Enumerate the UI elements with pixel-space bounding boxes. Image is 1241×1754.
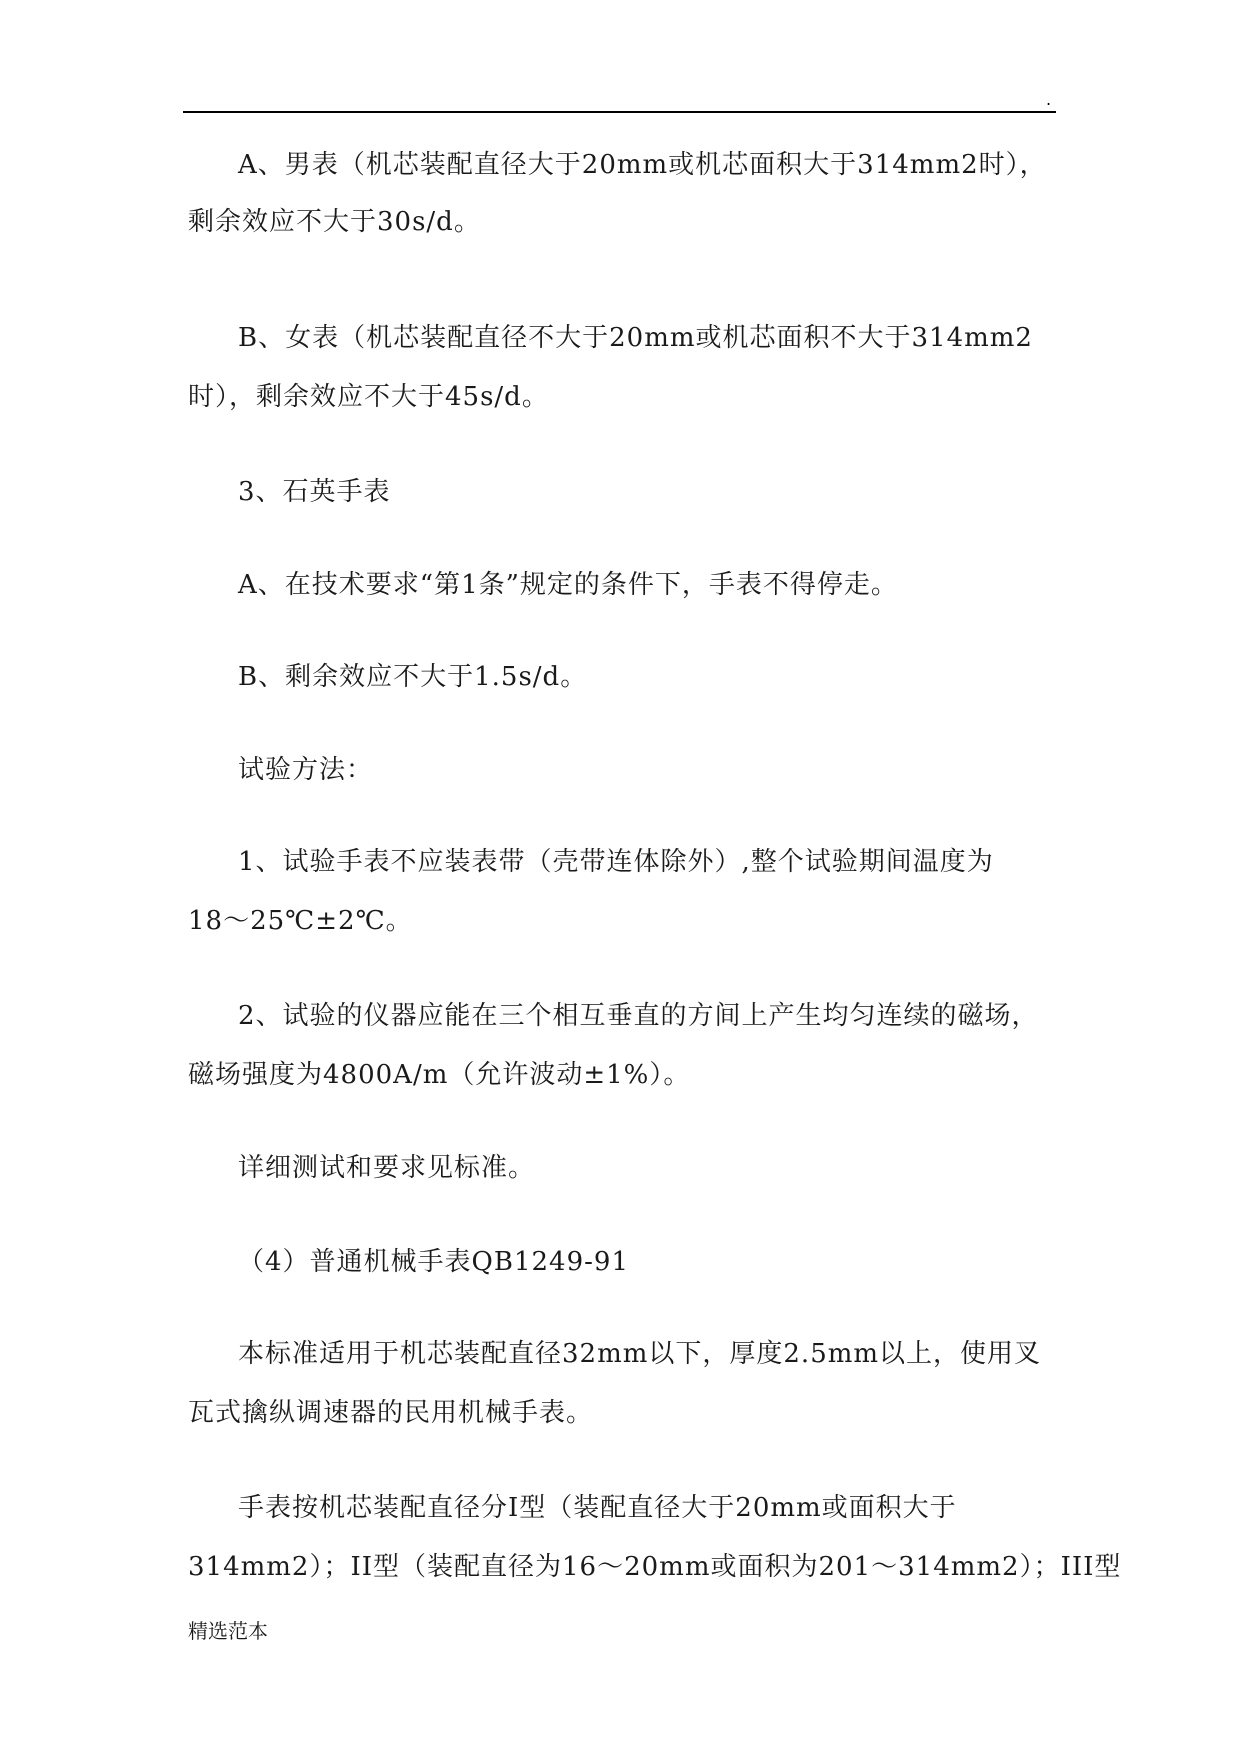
- paragraph-line: 手表按机芯装配直径分I型（装配直径大于20mm或面积大于: [238, 1493, 957, 1523]
- header-rule: [183, 111, 1056, 113]
- paragraph-line: A、在技术要求“第1条”规定的条件下，手表不得停走。: [238, 570, 898, 600]
- paragraph-line: 18～25℃±2℃。: [188, 906, 413, 936]
- paragraph-line: 时），剩余效应不大于45s/d。: [188, 382, 549, 412]
- footer-text: 精选范本: [188, 1619, 268, 1643]
- paragraph-line: 剩余效应不大于30s/d。: [188, 207, 481, 237]
- header-dot: .: [1046, 90, 1052, 109]
- paragraph-line: 1、试验手表不应装表带（壳带连体除外）,整个试验期间温度为: [238, 847, 994, 877]
- paragraph-line: 瓦式擒纵调速器的民用机械手表。: [188, 1398, 594, 1428]
- paragraph-line: 磁场强度为4800A/m（允许波动±1%）。: [188, 1060, 691, 1090]
- paragraph-line: B、女表（机芯装配直径不大于20mm或机芯面积不大于314mm2: [238, 323, 1033, 353]
- paragraph-line: B、剩余效应不大于1.5s/d。: [238, 662, 588, 692]
- paragraph-line: 2、试验的仪器应能在三个相互垂直的方间上产生均匀连续的磁场，: [238, 1001, 1039, 1031]
- section-heading: 试验方法：: [238, 755, 374, 785]
- paragraph-line: A、男表（机芯装配直径大于20mm或机芯面积大于314mm2时），: [238, 150, 1047, 180]
- paragraph-line: 详细测试和要求见标准。: [238, 1153, 536, 1183]
- paragraph-line: 3、石英手表: [238, 477, 391, 507]
- section-heading: （4）普通机械手表QB1249-91: [238, 1247, 630, 1277]
- paragraph-line: 314mm2）；II型（装配直径为16～20mm或面积为201～314mm2）；III型: [188, 1552, 1122, 1582]
- paragraph-line: 本标准适用于机芯装配直径32mm以下，厚度2.5mm以上，使用叉: [238, 1339, 1042, 1369]
